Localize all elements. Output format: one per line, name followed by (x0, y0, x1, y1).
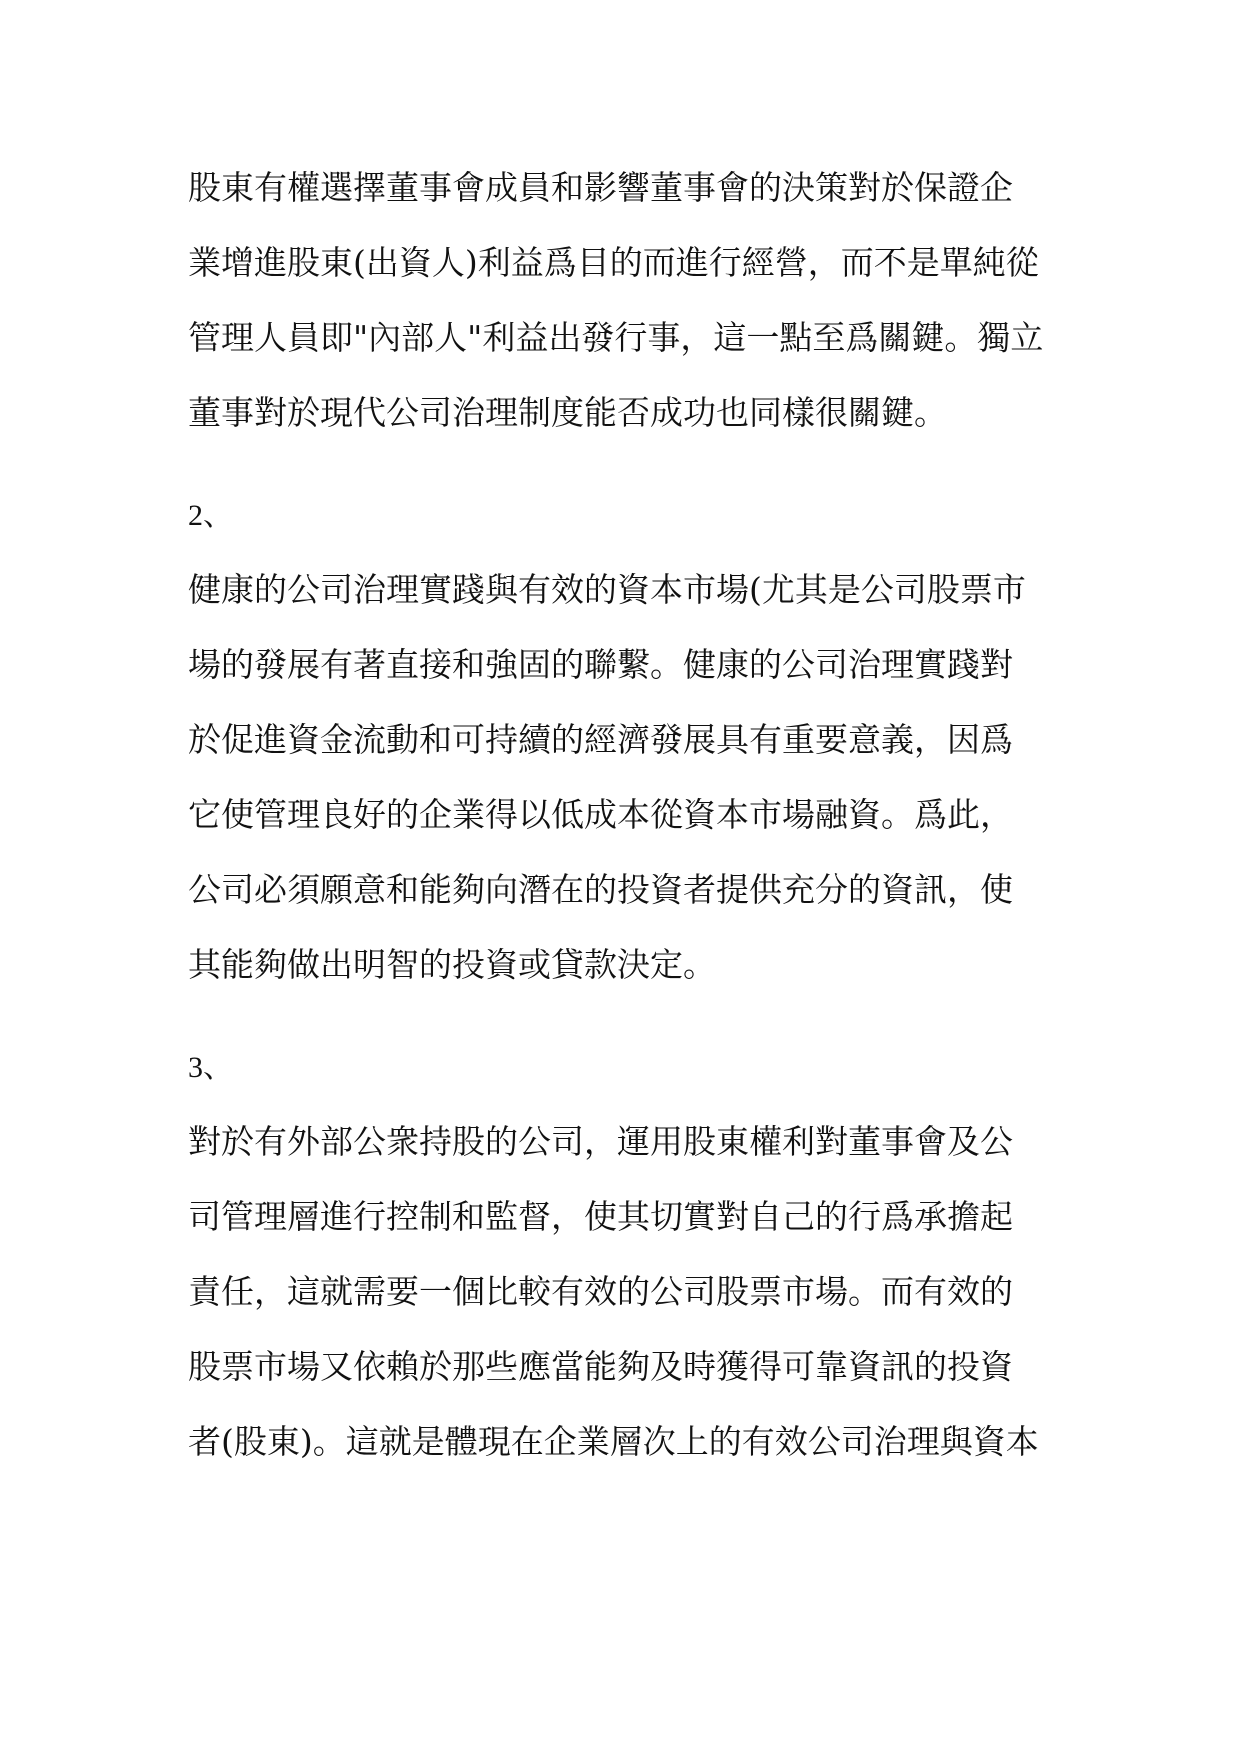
paragraph-line: 於促進資金流動和可持續的經濟發展具有重要意義，因爲 (188, 720, 1013, 759)
section-number: 3、 (188, 1051, 233, 1084)
paragraph-line: 股票市場又依賴於那些應當能夠及時獲得可靠資訊的投資 (188, 1347, 1013, 1386)
paragraph-line: 場的發展有著直接和強固的聯繫。健康的公司治理實踐對 (188, 645, 1013, 684)
paragraph-line: 董事對於現代公司治理制度能否成功也同樣很關鍵。 (188, 393, 947, 432)
paragraph-line: 責任，這就需要一個比較有效的公司股票市場。而有效的 (188, 1272, 1013, 1311)
paragraph-line: 股東有權選擇董事會成員和影響董事會的決策對於保證企 (188, 168, 1013, 207)
paragraph-line: 健康的公司治理實踐與有效的資本市場(尤其是公司股票市 (188, 570, 1026, 609)
paragraph-line: 它使管理良好的企業得以低成本從資本市場融資。爲此， (188, 795, 1013, 834)
paragraph-line: 管理人員即"內部人"利益出發行事，這一點至爲關鍵。獨立 (188, 318, 1044, 357)
paragraph-line: 公司必須願意和能夠向潛在的投資者提供充分的資訊，使 (188, 870, 1013, 909)
paragraph-line: 其能夠做出明智的投資或貸款決定。 (188, 945, 716, 984)
paragraph-line: 業增進股東(出資人)利益爲目的而進行經營，而不是單純從 (188, 243, 1039, 282)
paragraph-line: 對於有外部公衆持股的公司，運用股東權利對董事會及公 (188, 1122, 1013, 1161)
section-number: 2、 (188, 499, 233, 532)
paragraph-line: 司管理層進行控制和監督，使其切實對自己的行爲承擔起 (188, 1197, 1013, 1236)
paragraph-line: 者(股東)。這就是體現在企業層次上的有效公司治理與資本 (188, 1422, 1039, 1461)
